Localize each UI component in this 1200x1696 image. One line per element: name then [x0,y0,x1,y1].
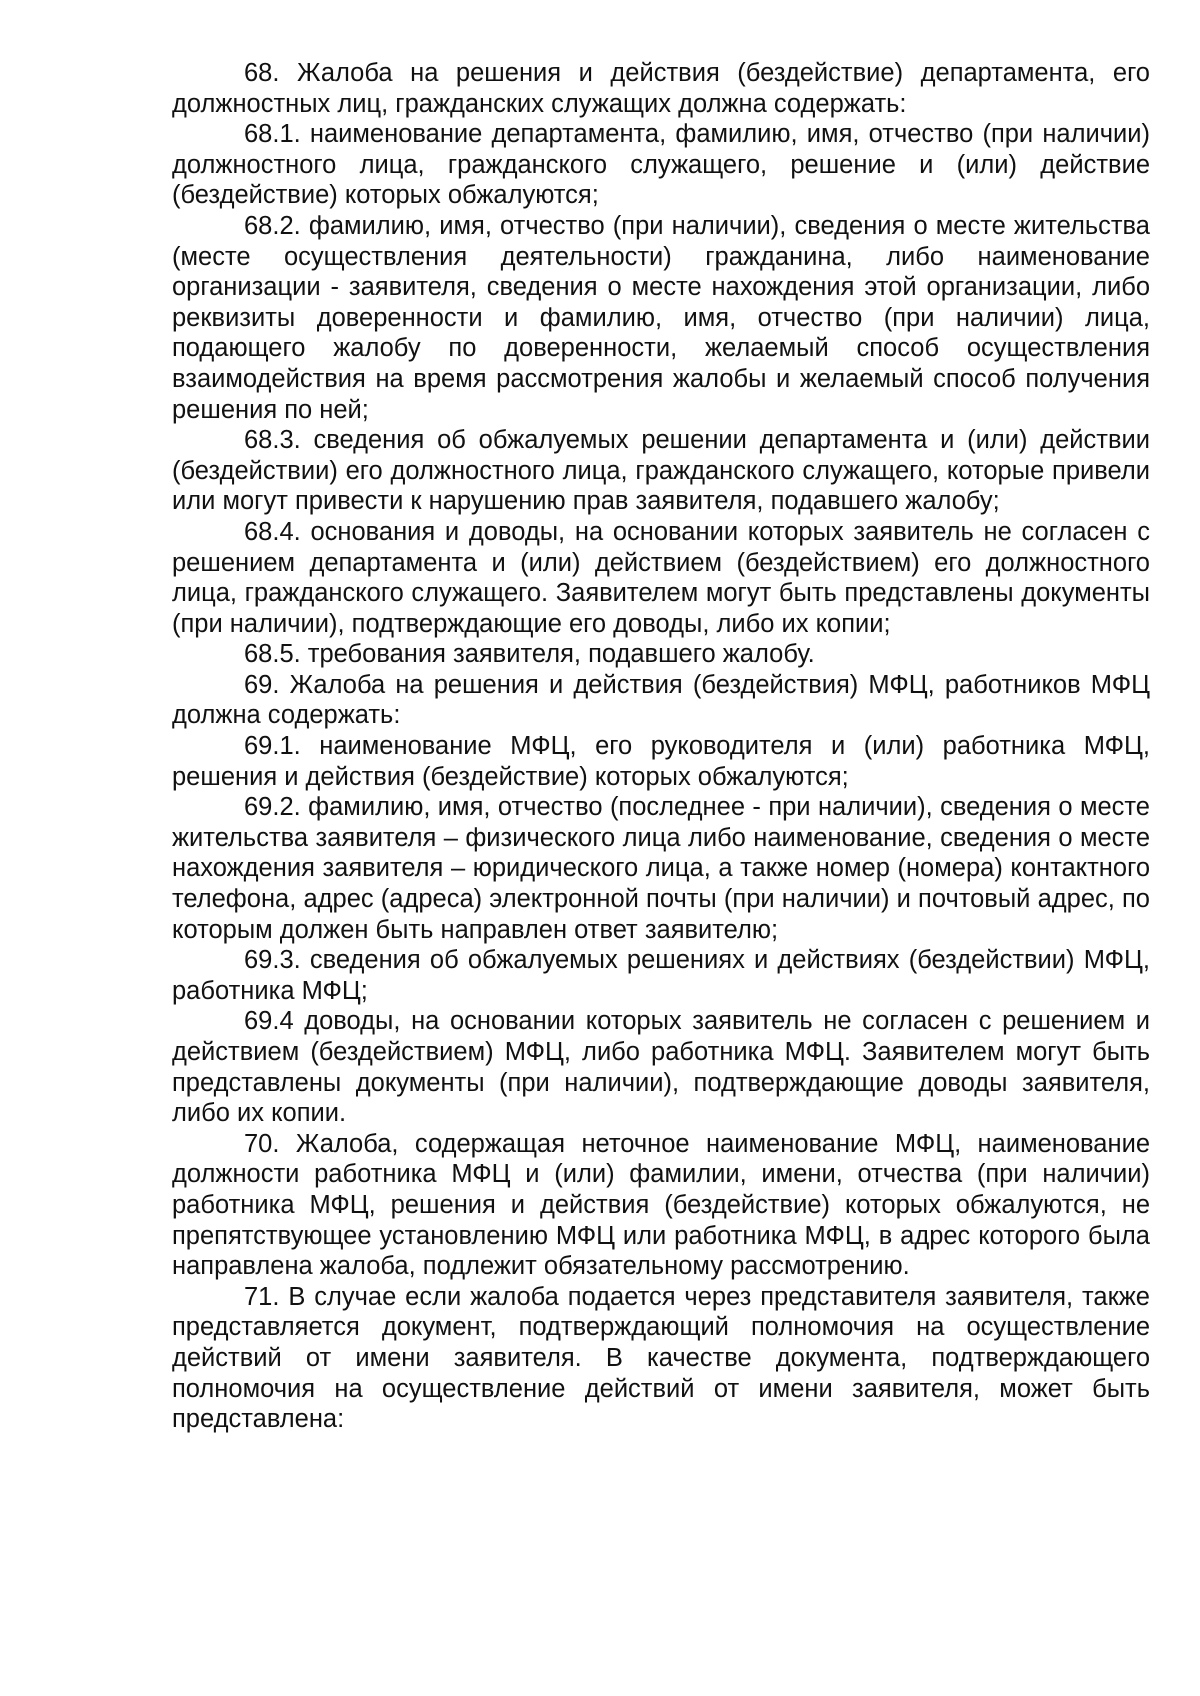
paragraph-70: 70. Жалоба, содержащая неточное наименование МФЦ, наименование должности работника МФЦ и (или) фамилии, имени, отчества (при наличии) работника МФЦ, решения и действия (бездействие) которых обжалуются, не препятствующее установлению МФЦ или работника МФЦ, в адрес которого была направлена жалоба, подлежит обязательному рассмотрению. [172,1129,1150,1281]
paragraph-69-1: 69.1. наименование МФЦ, его руководителя и (или) работника МФЦ, решения и действия (бездействие) которых обжалуются; [172,732,1150,791]
paragraph-69-2: 69.2. фамилию, имя, отчество (последнее - при наличии), сведения о месте жительства заявителя – физического лица либо наименование, сведения о месте нахождения заявителя – юридического лица, а также номер (номера) контактного телефона, адрес (адреса) электронной почты (при наличии) и почтовый адрес, по которым должен быть направлен ответ заявителю; [172,793,1150,944]
paragraph-69-3: 69.3. сведения об обжалуемых решениях и действиях (бездействии) МФЦ, работника МФЦ; [172,946,1150,1005]
paragraph-71: 71. В случае если жалоба подается через представителя заявителя, также представляется документ, подтверждающий полномочия на осуществление действий от имени заявителя. В качестве документа, подтверждающего полномочия на осуществление действий от имени заявителя, может быть представлена: [172,1282,1150,1434]
paragraph-68-1: 68.1. наименование департамента, фамилию, имя, отчество (при наличии) должностного лица, гражданского служащего, решение и (или) действие (бездействие) которых обжалуются; [172,120,1150,210]
paragraph-69-4: 69.4 доводы, на основании которых заявитель не согласен с решением и действием (бездействием) МФЦ, либо работника МФЦ. Заявителем могут быть представлены документы (при наличии), подтверждающие доводы заявителя, либо их копии. [172,1007,1150,1128]
paragraph-69: 69. Жалоба на решения и действия (бездействия) МФЦ, работников МФЦ должна содержать: [172,670,1150,730]
paragraph-68-5: 68.5. требования заявителя, подавшего жалобу. [244,640,815,669]
paragraph-68-4: 68.4. основания и доводы, на основании которых заявитель не согласен с решением департамента и (или) действием (бездействием) его должностного лица, гражданского служащего. Заявителем могут быть представлены документы (при наличии), подтверждающие его доводы, либо их копии; [172,517,1150,638]
paragraph-68: 68. Жалоба на решения и действия (бездействие) департамента, его должностных лиц, гражданских служащих должна содержать: [172,59,1150,118]
paragraph-68-2: 68.2. фамилию, имя, отчество (при наличии), сведения о месте жительства (месте осуществления деятельности) гражданина, либо наименование организации - заявителя, сведения о месте нахождения этой организации, либо реквизиты доверенности и фамилию, имя, отчество (при наличии) лица, подающего жалобу по доверенности, желаемый способ осуществления взаимодействия на время рассмотрения жалобы и желаемый способ получения решения по ней; [172,211,1150,424]
paragraph-68-3: 68.3. сведения об обжалуемых решении департамента и (или) действии (бездействии) его должностного лица, гражданского служащего, которые привели или могут привести к нарушению прав заявителя, подавшего жалобу; [172,426,1150,516]
document-page [172,58,1150,1435]
